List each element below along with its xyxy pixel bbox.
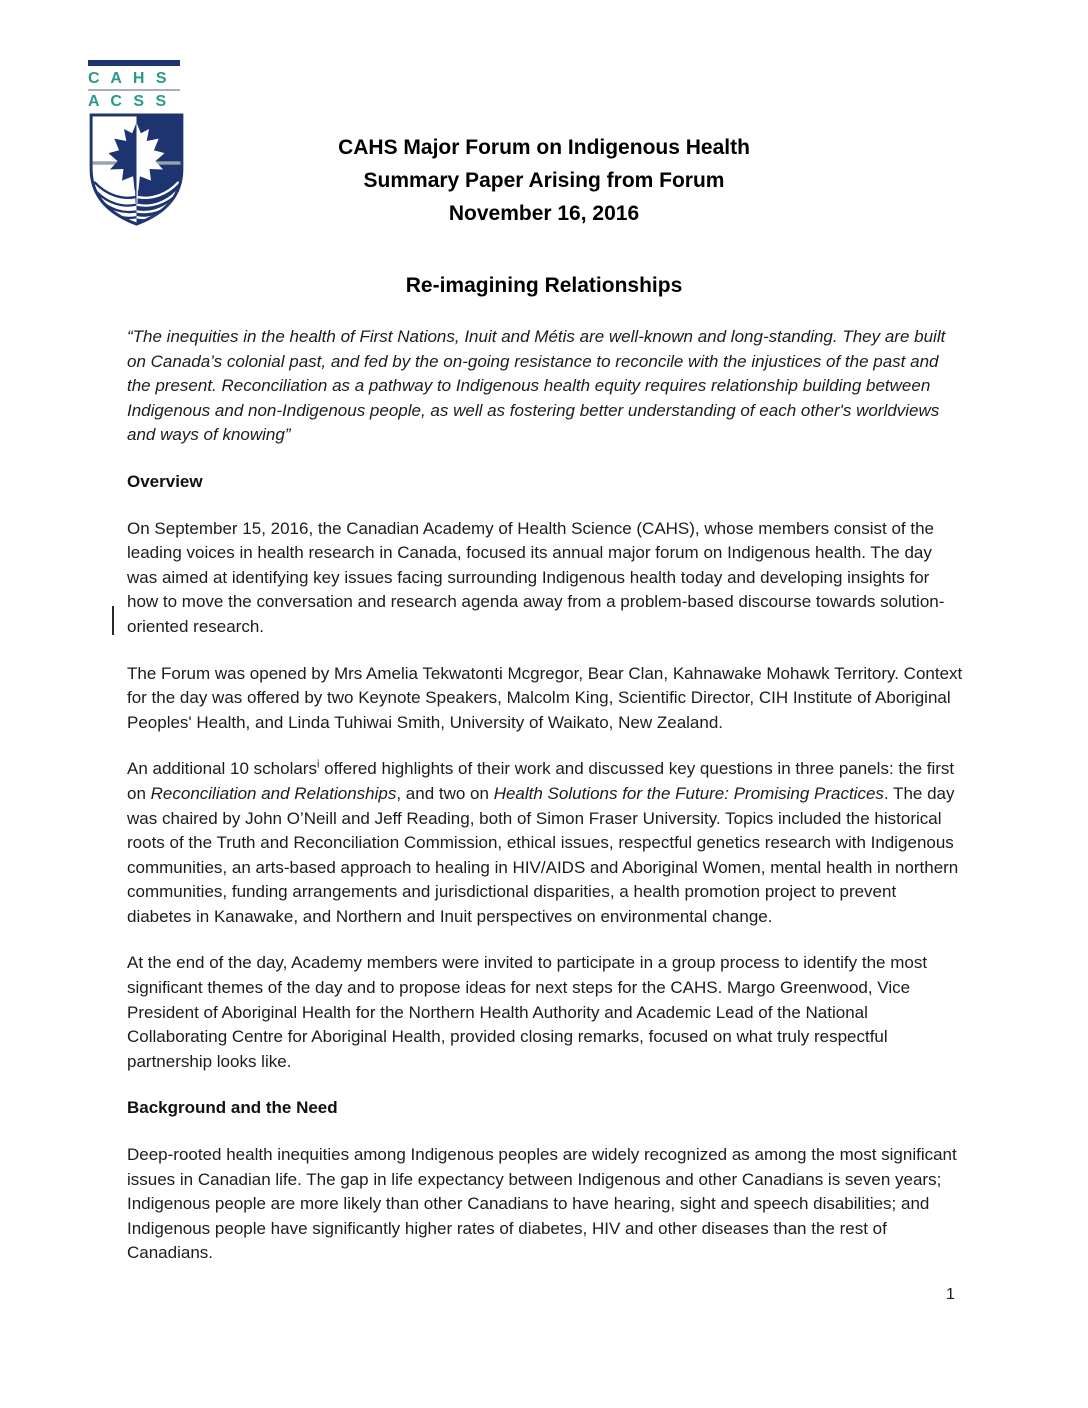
paragraph-3-text-1: An additional 10 scholars — [127, 759, 317, 779]
paragraph-3-text-3: , and two on — [396, 783, 494, 803]
logo-acronym-english: C A H S — [88, 70, 170, 87]
document-body — [127, 325, 963, 1288]
footnote-marker: i — [316, 758, 320, 771]
background-heading: Background and the Need — [127, 1098, 338, 1118]
page-number: 1 — [946, 1286, 955, 1303]
tracked-change-bar — [112, 606, 114, 635]
paragraph-3-text-4: . The day was chaired by John O’Neill and Jeff Reading, both of Simon Fraser University. Topics included the historical roots of the Truth and Reconciliation Commission, ethical issues, respectful genetics research with Indigenous communities, an arts-based approach to healing in HIV/AIDS and Aboriginal Women, mental health in northern communities, funding arrangements and jurisdictional disparities, a health promotion project to prevent diabetes in Kanawake, and Northern and Inuit perspectives on environmental change. — [127, 783, 959, 926]
title-line-3: November 16, 2016 — [448, 202, 640, 225]
document-subtitle: Re-imagining Relationships — [405, 274, 683, 297]
logo-acronym-french: A C S S — [88, 93, 170, 110]
title-line-1: CAHS Major Forum on Indigenous Health — [338, 136, 750, 159]
overview-paragraph-3 — [127, 757, 963, 929]
title-line-2: Summary Paper Arising from Forum — [363, 169, 725, 192]
document-title — [0, 131, 1088, 230]
overview-heading: Overview — [127, 471, 203, 491]
overview-paragraph-1: On September 15, 2016, the Canadian Academy of Health Science (CAHS), whose members consist of the leading voices in health research in Canada, focused its annual major forum on Indigenous health. The day was aimed at identifying key issues facing surrounding Indigenous health today and developing insights for how to move the conversation and research agenda away from a problem-based discourse towards solution-oriented research. — [127, 518, 945, 636]
opening-quote: “The inequities in the health of First Nations, Inuit and Métis are well-known and long-standing. They are built on Canada’s colonial past, and fed by the on-going resistance to reconcile with the injustices of the past and the present. Reconciliation as a pathway to Indigenous health equity requires relationship building between Indigenous and non-Indigenous people, as well as fostering better understanding of each other's worldviews and ways of knowing” — [127, 327, 946, 445]
panel-title-1: Reconciliation and Relationships — [150, 783, 397, 803]
overview-paragraph-4: At the end of the day, Academy members were invited to participate in a group process to identify the most significant themes of the day and to propose ideas for next steps for the CAHS. Margo Greenwood, Vice President of Aboriginal Health for the Northern Health Authority and Academic Lead of the National Collaborating Centre for Aboriginal Health, provided closing remarks, focused on what truly respectful partnership looks like. — [127, 953, 928, 1071]
logo-divider — [88, 89, 180, 91]
panel-title-2: Health Solutions for the Future: Promising Practices — [493, 783, 884, 803]
background-paragraph-1: Deep-rooted health inequities among Indigenous peoples are widely recognized as among the most significant issues in Canadian life. The gap in life expectancy between Indigenous and other Canadians is seven years; Indigenous people are more likely than other Canadians to have hearing, sight and speech disabilities; and Indigenous people have significantly higher rates of diabetes, HIV and other diseases than the rest of Canadians. — [127, 1145, 957, 1263]
overview-paragraph-2: The Forum was opened by Mrs Amelia Tekwatonti Mcgregor, Bear Clan, Kahnawake Mohawk Territory. Context for the day was offered by two Keynote Speakers, Malcolm King, Scientific Director, CIH Institute of Aboriginal Peoples' Health, and Linda Tuhiwai Smith, University of Waikato, New Zealand. — [127, 663, 963, 732]
paragraph-3-text-2: offered highlights of their work and discussed key questions in three panels: the first on — [127, 759, 955, 803]
logo-top-bar — [88, 60, 180, 66]
